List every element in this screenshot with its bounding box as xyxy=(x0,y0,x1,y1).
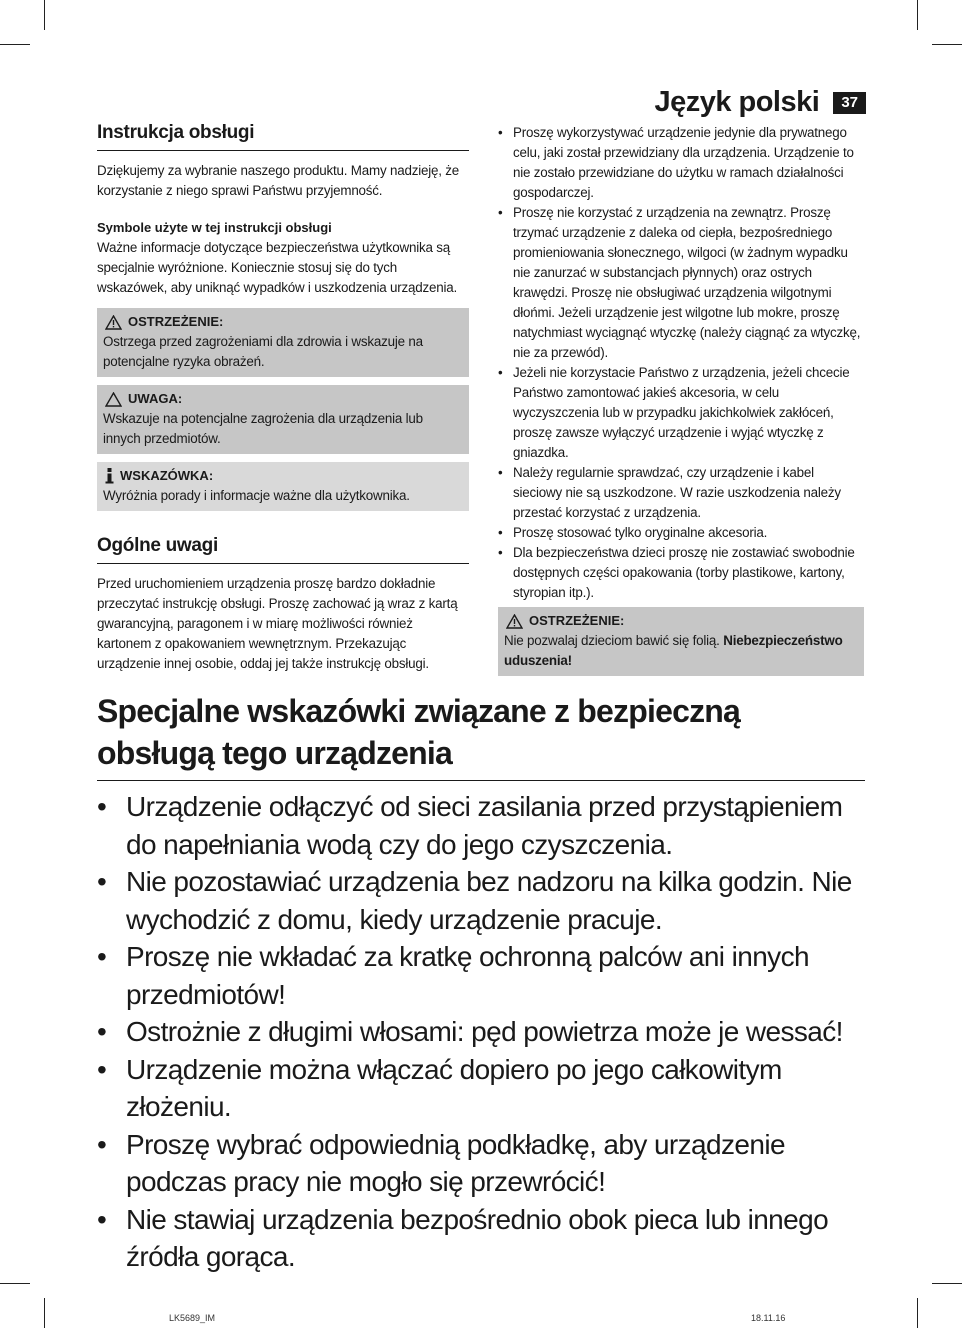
right-column xyxy=(498,123,864,676)
notice-title: UWAGA: xyxy=(128,391,183,406)
list-item: • Proszę wykorzystywać urządzenie jedynie dla prywatnego celu, jaki został przewidziany dla urządzenia. Urządzenie to nie zostało przewidziane do użytku w ramach działalności gospodarczej. xyxy=(498,123,864,203)
notice-title: OSTRZEŻENIE: xyxy=(128,314,224,329)
crop-mark xyxy=(917,1298,918,1328)
special-bullet-list xyxy=(97,788,867,1276)
left-column xyxy=(97,122,469,674)
page-number: 37 xyxy=(833,92,866,114)
list-item: • Proszę stosować tylko oryginalne akcesoria. xyxy=(498,523,864,543)
notice-warning-foil xyxy=(498,607,864,676)
notice-tip xyxy=(97,462,469,511)
general-text: Przed uruchomieniem urządzenia proszę bardzo dokładnie przeczytać instrukcję obsługi. Proszę zachować ją wraz z kartą gwarancyjną, paragonem i w miarę możliwości również kartonem z opakowaniem wewnętrznym. Przekazując urządzenie innej osobie, oddaj jej także instrukcję obsługi. xyxy=(97,576,458,671)
crop-mark xyxy=(932,44,962,45)
notice-title: WSKAZÓWKA: xyxy=(120,468,214,483)
notice-text: Ostrzega przed zagrożeniami dla zdrowia i wskazuje na potencjalne ryzyka obrażeń. xyxy=(103,334,423,369)
page-header xyxy=(654,86,866,119)
notice-caution xyxy=(97,385,469,454)
notice-text: Wskazuje na potencjalne zagrożenia dla urządzenia lub innych przedmiotów. xyxy=(103,411,423,446)
language-title: Język polski xyxy=(654,86,820,118)
crop-mark xyxy=(932,1283,962,1284)
list-item: • Proszę wybrać odpowiednią podkładkę, aby urządzenie podczas pracy nie mogło się przewrócić! xyxy=(97,1126,867,1201)
notice-warning xyxy=(97,308,469,377)
section-heading-general: Ogólne uwagi xyxy=(97,535,469,564)
crop-mark xyxy=(0,1283,30,1284)
crop-mark xyxy=(0,44,30,45)
crop-mark xyxy=(917,0,918,30)
caution-triangle-icon xyxy=(105,392,122,407)
intro-text: Dziękujemy za wybranie naszego produktu. Mamy nadzieję, że korzystanie z niego sprawi Państwu przyjemność. xyxy=(97,163,460,198)
warning-triangle-icon xyxy=(105,315,122,330)
section-heading-instructions: Instrukcja obsługi xyxy=(97,122,469,151)
crop-mark xyxy=(44,1298,45,1328)
crop-mark xyxy=(44,0,45,30)
notice-bold-text: Niebezpieczeństwo uduszenia! xyxy=(504,633,843,668)
notice-text: Nie pozwalaj dzieciom bawić się folią. xyxy=(504,633,720,648)
notice-title: OSTRZEŻENIE: xyxy=(529,613,625,628)
list-item: • Urządzenie można włączać dopiero po jego całkowitym złożeniu. xyxy=(97,1051,867,1126)
footer-date: 18.11.16 xyxy=(751,1313,786,1323)
list-item: • Urządzenie odłączyć od sieci zasilania przed przystąpieniem do napełniania wodą czy do jego czyszczenia. xyxy=(97,788,867,863)
footer-doc-id: LK5689_IM xyxy=(169,1313,216,1323)
list-item: • Nie pozostawiać urządzenia bez nadzoru na kilka godzin. Nie wychodzić z domu, kiedy urządzenie pracuje. xyxy=(97,863,867,938)
notice-text: Wyróżnia porady i informacje ważne dla użytkownika. xyxy=(103,488,410,503)
symbols-heading: Symbole użyte w tej instrukcji obsługi xyxy=(97,220,332,235)
special-heading: Specjalne wskazówki związane z bezpieczną obsługą tego urządzenia xyxy=(97,690,865,781)
warning-triangle-icon xyxy=(506,614,523,629)
list-item: • Jeżeli nie korzystacie Państwo z urządzenia, jeżeli chcecie Państwo zamontować jakieś akcesoria, w celu wyczyszczenia lub w przypadku jakichkolwiek zakłóceń, proszę zawsze wyłączyć urządzenie i wyjąć wtyczkę z gniazdka. xyxy=(498,363,864,463)
symbols-text: Ważne informacje dotyczące bezpieczeństwa użytkownika są specjalnie wyróżnione. Koniecznie stosuj się do tych wskazówek, aby uniknąć wypadków i uszkodzenia urządzenia. xyxy=(97,240,458,295)
list-item: • Dla bezpieczeństwa dzieci proszę nie zostawiać swobodnie dostępnych części opakowania (torby plastikowe, kartony, styropian itp.). xyxy=(498,543,864,603)
list-item: • Proszę nie korzystać z urządzenia na zewnątrz. Proszę trzymać urządzenie z daleka od ciepła, bezpośredniego promieniowania słonecznego, wilgoci (w żadnym wypadku nie zanurzać w substancjach płynnych) oraz ostrych krawędzi. Proszę nie obsługiwać urządzenia wilgotnymi dłońmi. Jeżeli urządzenie jest wilgotne lub mokre, proszę natychmiast wyciągnąć wtyczkę (należy ciągnąć za wtyczkę, nie za przewód). xyxy=(498,203,864,363)
list-item: • Proszę nie wkładać za kratkę ochronną palców ani innych przedmiotów! xyxy=(97,938,867,1013)
safety-bullet-list xyxy=(498,123,864,603)
list-item: • Należy regularnie sprawdzać, czy urządzenie i kabel sieciowy nie są uszkodzone. W razie uszkodzenia należy przestać korzystać z urządzenia. xyxy=(498,463,864,523)
info-icon xyxy=(105,468,114,484)
list-item: • Ostrożnie z długimi włosami: pęd powietrza może je wessać! xyxy=(97,1013,867,1051)
list-item: • Nie stawiaj urządzenia bezpośrednio obok pieca lub innego źródła gorąca. xyxy=(97,1201,867,1276)
